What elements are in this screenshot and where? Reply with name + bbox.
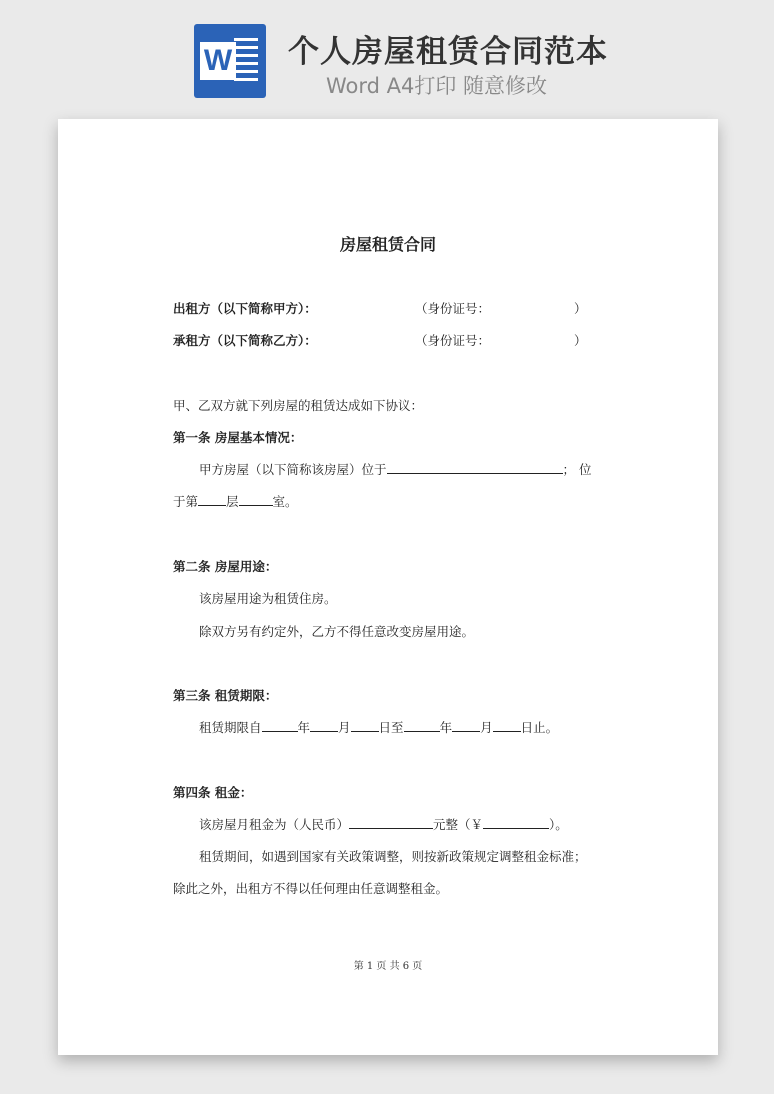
- article-1-text-a: 甲方房屋（以下简称该房屋）位于: [199, 462, 387, 477]
- word-document-icon: [194, 24, 266, 98]
- document-page: [58, 119, 718, 1055]
- start-month-blank: [310, 718, 338, 732]
- end-month-blank: [452, 718, 480, 732]
- rent-figure-blank: [483, 815, 549, 829]
- article-4-paragraph-3: 除此之外，出租方不得以任何理由任意调整租金。: [173, 881, 449, 896]
- floor-blank: [198, 492, 226, 506]
- rent-amount-blank: [349, 815, 433, 829]
- lessee-id-close: ）: [574, 333, 587, 348]
- end-month-label: 月: [480, 720, 493, 735]
- rent-close: ）。: [549, 817, 568, 832]
- banner-subtitle: Word A4打印 随意修改: [326, 74, 548, 98]
- lessor-id-close: ）: [574, 301, 587, 316]
- room-label: 室。: [272, 494, 298, 509]
- end-year-label: 年: [439, 720, 453, 735]
- article-4-paragraph-2: 租赁期间，如遇到国家有关政策调整，则按新政策规定调整租金标准；: [199, 849, 587, 864]
- rent-label: 该房屋月租金为（人民币）: [199, 817, 350, 832]
- article-3-title: 第三条 租赁期限：: [173, 688, 278, 703]
- floor-label: 层: [226, 494, 239, 509]
- end-year-blank: [404, 718, 440, 732]
- lessor-line: 出租方（以下简称甲方）：: [173, 301, 317, 316]
- article-4-paragraph-1: [199, 815, 568, 833]
- article-1-text-b: ； 位: [562, 462, 592, 477]
- article-1-paragraph-1: [199, 460, 592, 478]
- start-year-label: 年: [297, 720, 311, 735]
- article-2-title: 第二条 房屋用途：: [173, 559, 278, 574]
- lessee-line: 承租方（以下简称乙方）：: [173, 333, 317, 348]
- article-2-paragraph-2: 除双方另有约定外，乙方不得任意改变房屋用途。: [199, 624, 475, 639]
- banner-header: [0, 0, 774, 118]
- lessee-id-open: （身份证号：: [415, 333, 491, 348]
- start-day-blank: [351, 718, 379, 732]
- rent-yuan-label: 元整（￥: [433, 817, 484, 832]
- article-1-paragraph-2: [173, 492, 298, 510]
- end-day-label: 日止。: [520, 720, 559, 735]
- article-2-paragraph-1: 该房屋用途为租赁住房。: [199, 591, 337, 606]
- period-to-label: 日至: [378, 720, 404, 735]
- article-4-title: 第四条 租金：: [173, 785, 253, 800]
- banner-title: 个人房屋租赁合同范本: [288, 34, 608, 70]
- end-day-blank: [493, 718, 521, 732]
- start-month-label: 月: [338, 720, 351, 735]
- intro-paragraph: 甲、乙双方就下列房屋的租赁达成如下协议：: [173, 398, 424, 413]
- start-year-blank: [262, 718, 298, 732]
- document-title: 房屋租赁合同: [339, 235, 436, 254]
- page-number-footer: 第 1 页 共 6 页: [353, 961, 423, 972]
- address-blank: [387, 460, 563, 474]
- floor-prefix: 于第: [173, 494, 199, 509]
- room-blank: [239, 492, 273, 506]
- article-1-title: 第一条 房屋基本情况：: [173, 430, 303, 445]
- article-3-paragraph: [199, 718, 558, 736]
- word-icon-letter: W: [200, 42, 236, 80]
- period-from-label: 租赁期限自: [199, 720, 262, 735]
- lessor-id-open: （身份证号：: [415, 301, 491, 316]
